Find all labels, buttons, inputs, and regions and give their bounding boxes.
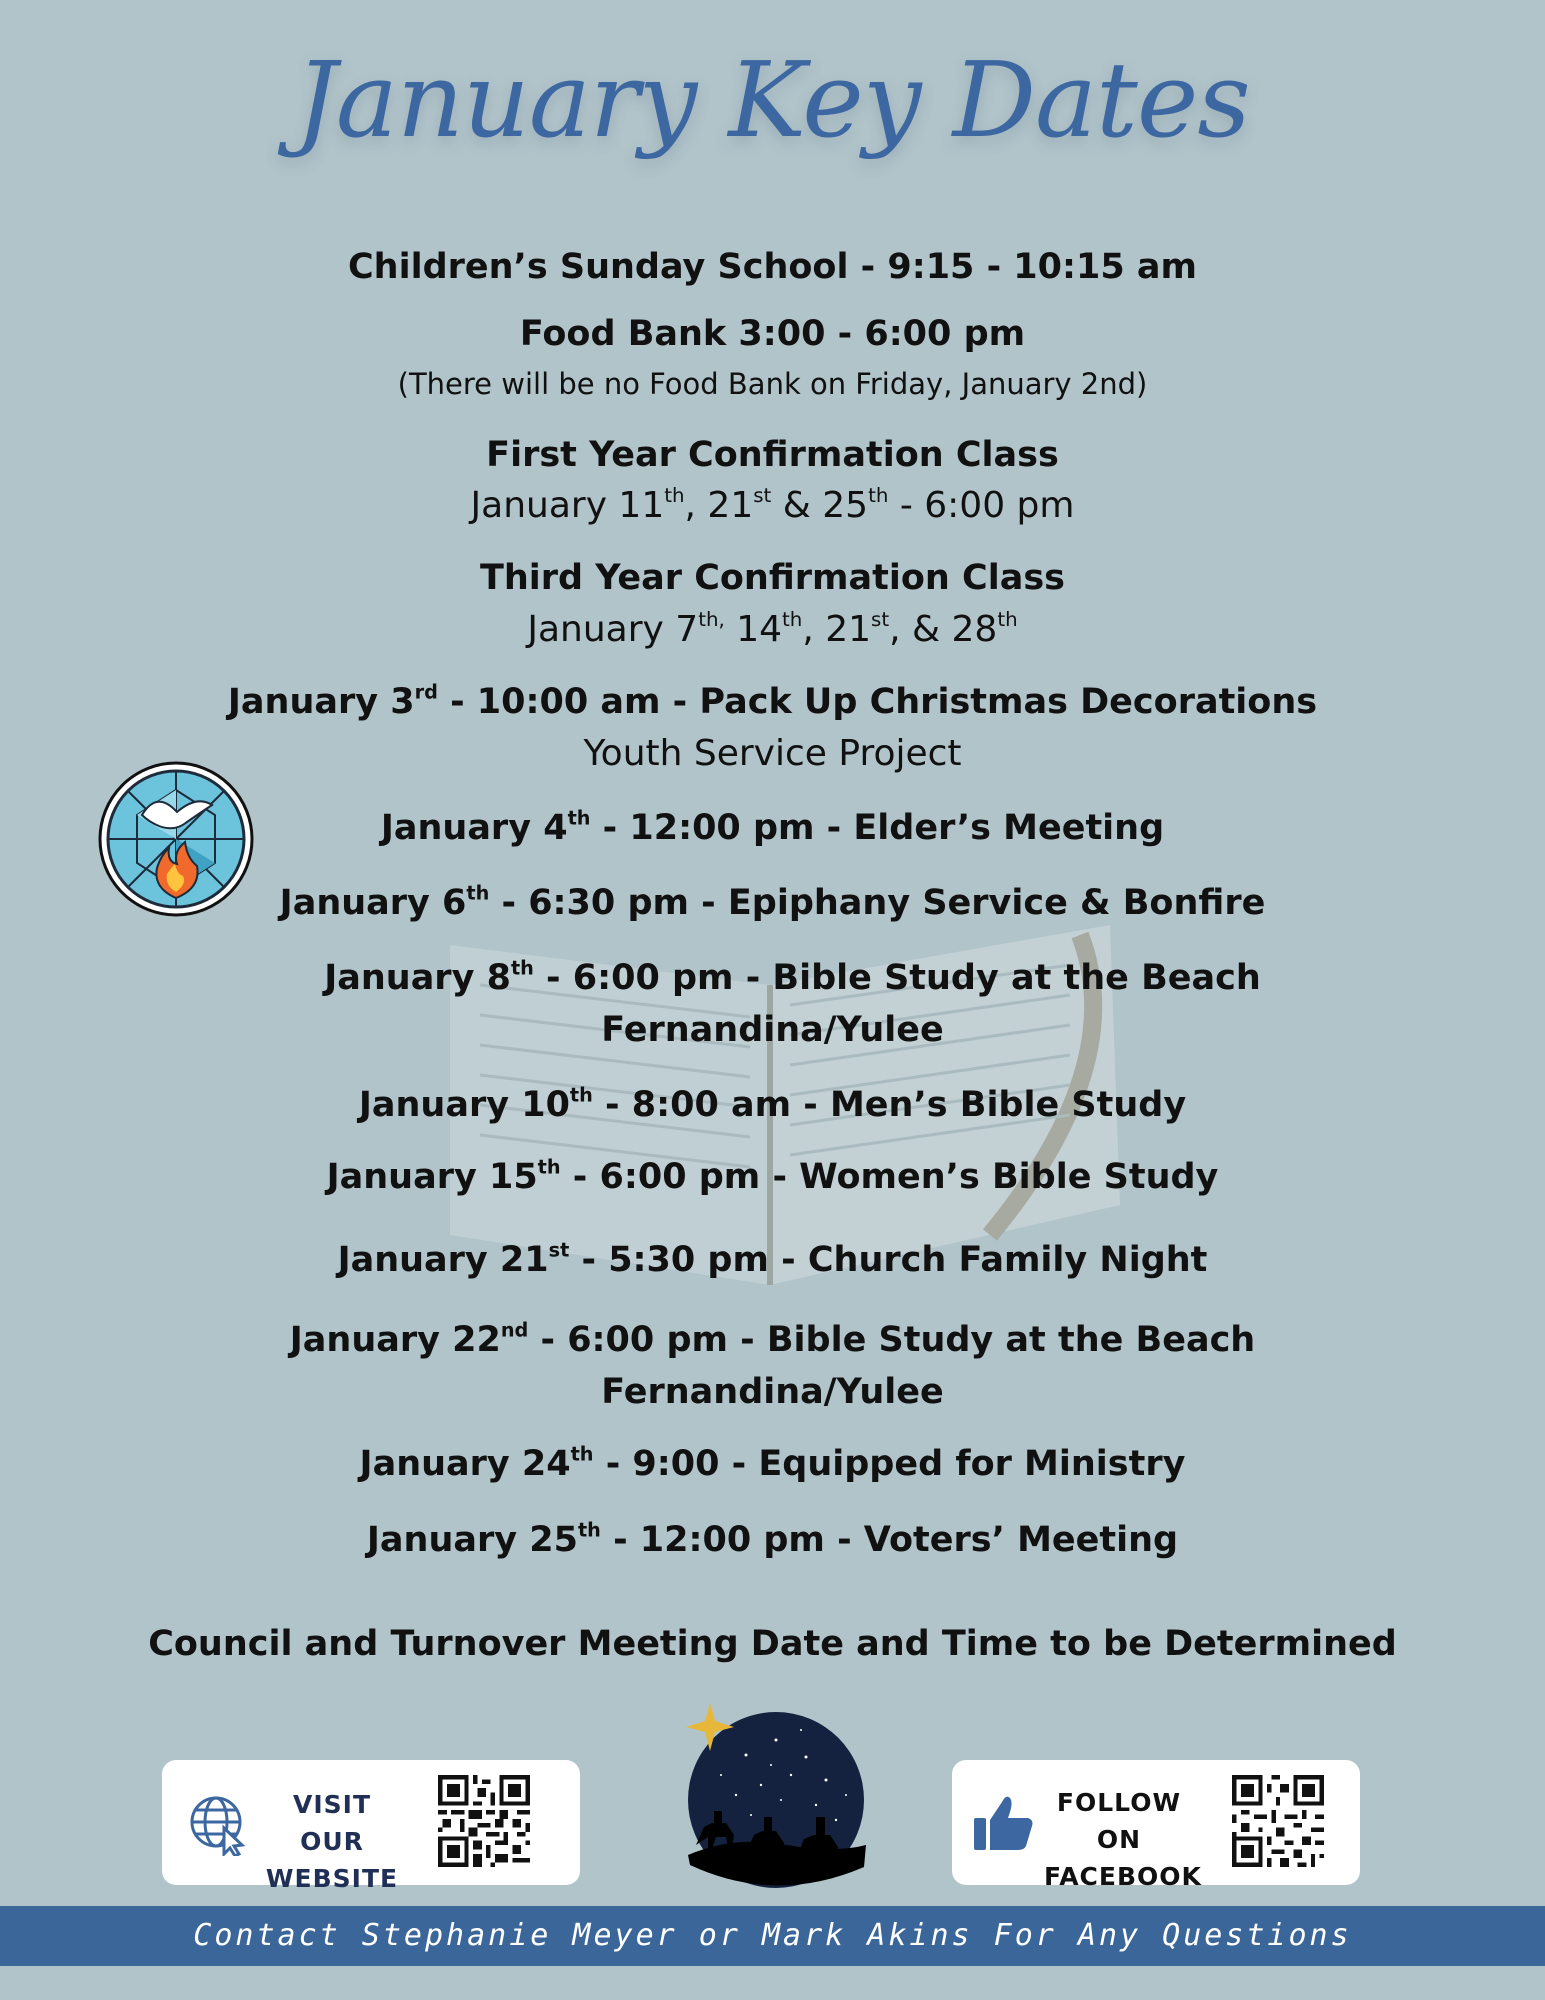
third-year-title: Third Year Confirmation Class [479,558,1065,598]
globe-cursor-icon [188,1794,250,1856]
website-card[interactable] [162,1760,580,1893]
jan24-event: January 24th - 9:00 - Equipped for Ministry [359,1442,1186,1484]
page-title: January Key Dates [295,39,1250,161]
food-bank-note: (There will be no Food Bank on Friday, January 2nd) [397,367,1148,401]
jan4-event: January 4th - 12:00 pm - Elder’s Meeting [380,806,1165,848]
jan8-subtitle: Fernandina/Yulee [601,1010,944,1050]
jan6-event: January 6th - 6:30 pm - Epiphany Service & Bonfire [279,881,1266,923]
jan21-event: January 21st - 5:30 pm - Church Family Night [337,1238,1208,1280]
third-year-dates: January $7^{th,}$ 14th, 21st, & 28th [527,608,1018,650]
facebook-label-1: FOLLOW ON [1056,1788,1182,1854]
council-note: Council and Turnover Meeting Date and Time to be Determined [148,1624,1397,1664]
food-bank-line: Food Bank 3:00 - 6:00 pm [519,314,1026,354]
jan3-event: January 3rd - 10:00 am - Pack Up Christmas Decorations [227,680,1318,722]
contact-footer: Contact Stephanie Meyer or Mark Akins For Any Questions [0,1906,1545,1966]
dove-flame-emblem-icon [97,760,255,918]
sunday-school-line: Children’s Sunday School - 9:15 - 10:15 am [347,247,1197,287]
website-label-2: WEBSITE [265,1864,399,1893]
facebook-label-2: FACEBOOK [1044,1862,1202,1891]
jan15-event: January 15th - 6:00 pm - Women’s Bible Study [326,1155,1219,1197]
website-label-1: VISIT OUR [292,1790,371,1856]
jan3-subtitle: Youth Service Project [583,733,962,774]
thumbs-up-icon [972,1790,1036,1854]
facebook-card[interactable] [952,1760,1360,1891]
website-qr-code[interactable] [438,1775,530,1867]
jan8-event: January 8th - 6:00 pm - Bible Study at the Beach [324,956,1261,998]
wise-men-night-sky-image [676,1695,871,1890]
first-year-title: First Year Confirmation Class [486,435,1059,475]
facebook-qr-code[interactable] [1232,1775,1324,1867]
first-year-dates: January 11th, 21st & 25th - 6:00 pm [470,484,1075,526]
jan22-subtitle: Fernandina/Yulee [601,1372,944,1412]
jan25-event: January 25th - 12:00 pm - Voters’ Meeting [366,1518,1179,1560]
jan10-event: January 10th - 8:00 am - Men’s Bible Study [358,1083,1187,1125]
jan22-event: January 22nd - 6:00 pm - Bible Study at the Beach [289,1318,1256,1360]
